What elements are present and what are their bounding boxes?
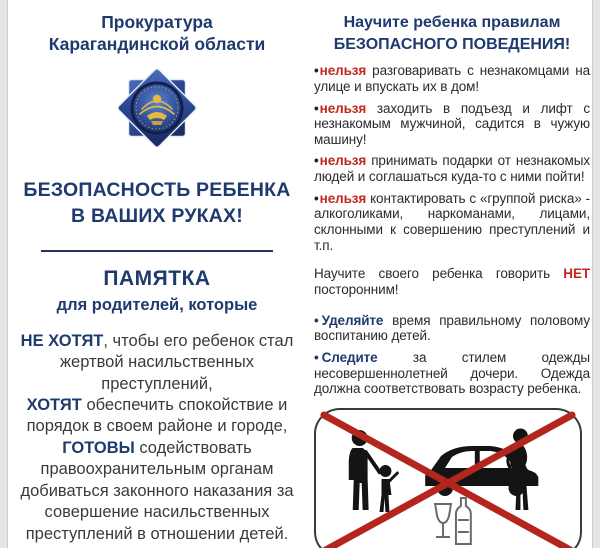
rule-item bbox=[314, 153, 590, 184]
rule-item bbox=[314, 63, 590, 94]
text-segment: посторонним! bbox=[314, 282, 399, 298]
main-heading bbox=[10, 178, 304, 230]
section-divider bbox=[41, 250, 273, 252]
item-text: разговаривать с незнакомцами на улице и впускать их в дом! bbox=[314, 63, 590, 94]
bullet-marker: • bbox=[314, 63, 319, 79]
keyword: нельзя bbox=[319, 100, 367, 116]
page-right-edge bbox=[592, 0, 600, 548]
prosecutor-emblem-icon bbox=[113, 64, 201, 152]
advice-item bbox=[314, 350, 590, 397]
main-heading-line2: В ВАШИХ РУКАХ! bbox=[71, 204, 243, 227]
org-name-line2: Карагандинской области bbox=[48, 34, 266, 55]
bullet-marker: • bbox=[314, 190, 319, 206]
advice-item bbox=[314, 313, 590, 344]
keyword: нельзя bbox=[319, 190, 367, 206]
safety-heading-line2: БЕЗОПАСНОГО ПОВЕДЕНИЯ! bbox=[333, 35, 571, 53]
prosecutor-emblem-svg bbox=[113, 64, 201, 152]
bullet-marker: • bbox=[314, 153, 319, 169]
keyword: нельзя bbox=[319, 153, 367, 169]
main-heading-line1: БЕЗОПАСНОСТЬ РЕБЕНКА bbox=[23, 178, 291, 201]
right-column bbox=[314, 0, 590, 548]
text-segment: НЕ ХОТЯТ bbox=[20, 331, 104, 350]
bullet-marker: • bbox=[314, 350, 319, 366]
item-text: заходить в подъезд и лифт с незнакомым мужчиной, садится в чужую машину! bbox=[314, 100, 590, 147]
text-segment: Научите своего ребенка говорить bbox=[314, 266, 564, 282]
keyword: Уделяйте bbox=[321, 312, 384, 328]
safety-heading bbox=[314, 12, 590, 55]
pictogram-svg bbox=[316, 410, 580, 548]
org-name-line1: Прокуратура bbox=[101, 12, 213, 32]
advice-list bbox=[314, 313, 590, 397]
bullet-marker: • bbox=[314, 100, 319, 116]
say-no-paragraph bbox=[314, 266, 590, 297]
text-segment: НЕТ bbox=[563, 266, 590, 282]
pictogram-box bbox=[314, 408, 582, 548]
memo-title: ПАМЯТКА bbox=[103, 266, 211, 290]
text-segment: ХОТЯТ bbox=[26, 395, 82, 414]
parents-paragraph bbox=[10, 331, 304, 545]
memo-subtitle: для родителей, которые bbox=[56, 295, 258, 314]
page-left-edge bbox=[0, 0, 8, 548]
text-segment: обеспечить спокойствие и порядок в своем районе и городе, bbox=[26, 395, 288, 436]
text-segment: содействовать правоохранительным органам добиваться законного наказания за совершение насильственных преступлений в отношении детей. bbox=[20, 438, 294, 543]
text-segment: , чтобы его ребенок стал жертвой насильственных преступлений, bbox=[59, 331, 294, 393]
left-column bbox=[10, 0, 304, 545]
rule-item bbox=[314, 101, 590, 148]
item-text: принимать подарки от незнакомых людей и соглашаться куда-то с ними пойти! bbox=[314, 153, 590, 185]
text-segment: ГОТОВЫ bbox=[62, 438, 135, 457]
item-text: контактировать с «группой риска» - алкоголиками, наркоманами, лицами, склонными к совершению преступлений и т.п. bbox=[314, 190, 590, 253]
safety-heading-line1: Научите ребенка правилам bbox=[343, 14, 561, 31]
prohibition-rules-list bbox=[314, 63, 590, 253]
keyword: Следите bbox=[321, 350, 378, 366]
rule-item bbox=[314, 191, 590, 254]
alcohol-icon bbox=[435, 498, 471, 544]
bullet-marker: • bbox=[314, 312, 319, 328]
keyword: нельзя bbox=[319, 63, 367, 79]
item-text: время правильному половому воспитанию детей. bbox=[314, 312, 590, 344]
org-name bbox=[10, 11, 304, 56]
item-text: за стилем одежды несовершеннолетней дочери. Одежда должна соответствовать возрасту ребенка. bbox=[314, 350, 590, 397]
